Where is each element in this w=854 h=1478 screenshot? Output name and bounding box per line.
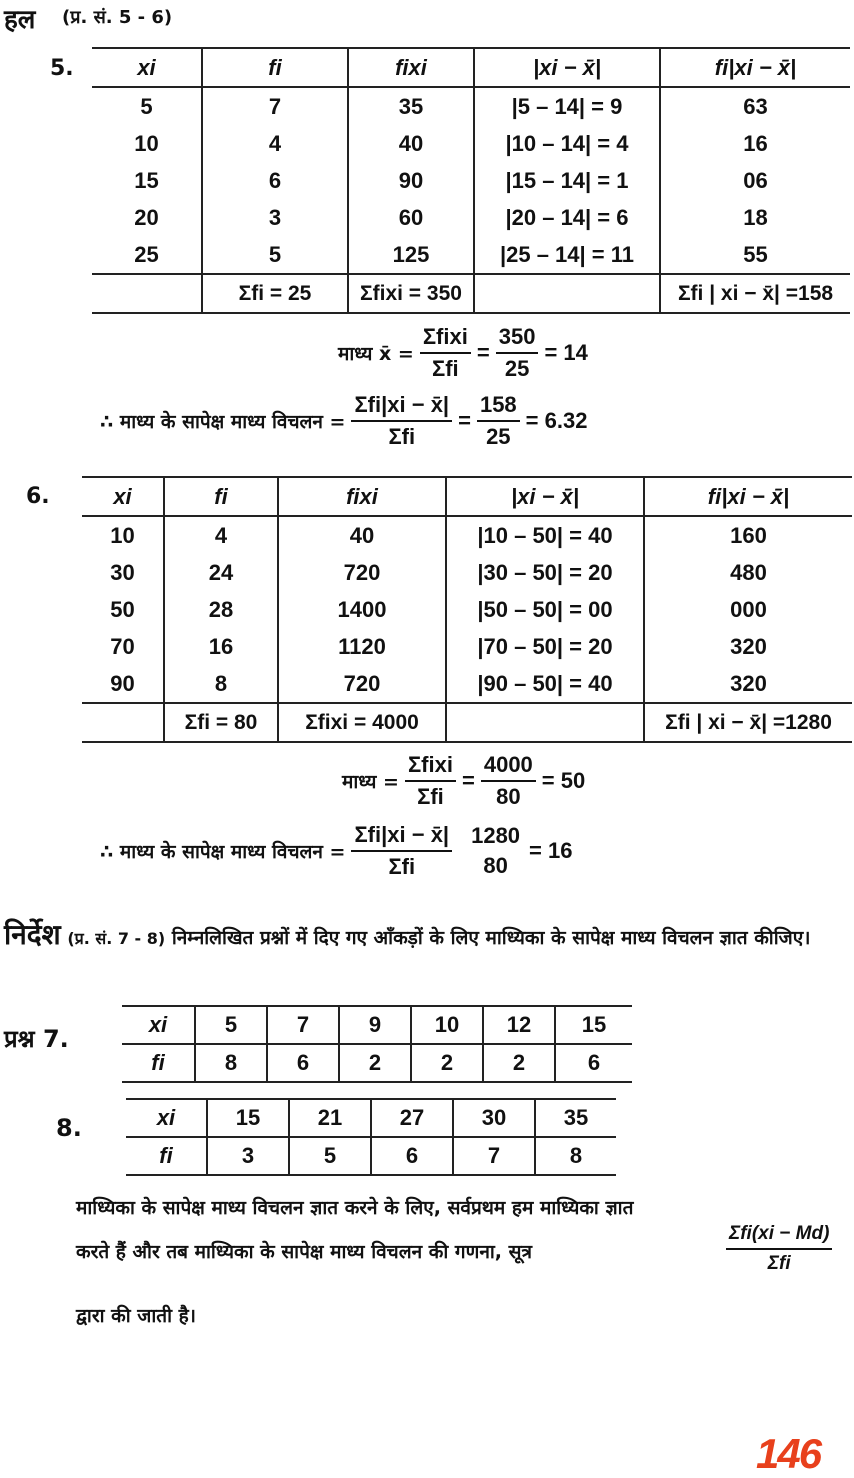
table-cell: 15 (555, 1006, 632, 1044)
table-cell: |15 – 14| = 1 (474, 162, 660, 199)
sum-cell: Σfi | xi − x̄| =1280 (644, 703, 852, 742)
denominator: Σfi (767, 1253, 791, 1274)
question-8-table (126, 1098, 616, 1176)
table-cell: 10 (134, 130, 159, 156)
equals: = (461, 768, 475, 793)
table-cell: 35 (348, 87, 474, 125)
table-cell: 20 (134, 204, 159, 230)
table-cell: 63 (660, 87, 850, 125)
table-cell: |70 – 50| = 20 (446, 628, 644, 665)
table-cell: 15 (207, 1099, 289, 1137)
table-cell: 6 (555, 1044, 632, 1082)
sum-cell: Σfi = 25 (202, 274, 348, 313)
question-6-table (82, 476, 852, 743)
denominator: 80 (483, 853, 508, 878)
table-cell: 5 (202, 236, 348, 274)
table-cell: 000 (644, 591, 852, 628)
col-header: fi|xi − x̄| (644, 477, 852, 516)
table-header-row (92, 48, 850, 87)
table-cell: 720 (278, 665, 446, 703)
table-cell: 320 (644, 628, 852, 665)
table-cell: 40 (278, 516, 446, 554)
numerator: 350 (496, 322, 539, 354)
table-cell: 25 (134, 241, 159, 267)
col-header: fi (164, 477, 278, 516)
table-sum-row (92, 274, 850, 313)
solution-heading: हल (4, 5, 36, 35)
table-cell: 06 (660, 162, 850, 199)
table-cell: 12 (483, 1006, 555, 1044)
table-row (92, 199, 850, 236)
table-cell: 320 (644, 665, 852, 703)
numerator: Σfixi (405, 750, 456, 782)
table-cell: 35 (535, 1099, 616, 1137)
table-cell: 6 (267, 1044, 339, 1082)
table-cell: 40 (348, 125, 474, 162)
table-row (92, 236, 850, 274)
table-cell: 480 (644, 554, 852, 591)
result: = 16 (529, 838, 573, 863)
sum-cell: Σfi | xi − x̄| =158 (660, 274, 850, 313)
col-header: fi (202, 48, 348, 87)
sum-cell: Σfixi = 4000 (278, 703, 446, 742)
paragraph-line-3: द्वारा की जाती है। (76, 1305, 196, 1327)
table-cell: 7 (267, 1006, 339, 1044)
table-cell: |30 – 50| = 20 (446, 554, 644, 591)
question-7-table (122, 1005, 632, 1083)
table-cell: 4 (202, 125, 348, 162)
table-cell: |20 – 14| = 6 (474, 199, 660, 236)
table-cell: 7 (202, 87, 348, 125)
row-header: fi (122, 1044, 195, 1082)
numerator: 4000 (481, 750, 536, 782)
q6-mean-deviation-equation (100, 820, 572, 882)
result: = 50 (541, 768, 586, 793)
sum-cell: Σfi = 80 (164, 703, 278, 742)
table-row (92, 125, 850, 162)
q5-mean-deviation-equation (100, 390, 587, 452)
table-cell: 55 (660, 236, 850, 274)
sum-cell (92, 274, 202, 313)
question-7-label: प्रश्न 7. (4, 1025, 69, 1053)
table-cell: 15 (134, 167, 159, 193)
result: = 14 (544, 340, 588, 365)
col-header: |xi − x̄| (446, 477, 644, 516)
table-cell: |5 – 14| = 9 (474, 87, 660, 125)
row-header: xi (122, 1006, 195, 1044)
table-cell: 7 (453, 1137, 535, 1175)
solution-range: (प्र. सं. 5 - 6) (62, 7, 173, 28)
table-cell: 90 (110, 670, 135, 696)
table-cell: |50 – 50| = 00 (446, 591, 644, 628)
table-row (82, 665, 852, 703)
numerator: Σfixi (420, 322, 471, 354)
denominator: Σfi (388, 854, 416, 879)
table-cell: 50 (110, 596, 135, 622)
fraction (468, 821, 523, 881)
col-header: |xi − x̄| (474, 48, 660, 87)
table-cell: 21 (289, 1099, 371, 1137)
table-cell: 6 (371, 1137, 453, 1175)
col-header: fixi (348, 48, 474, 87)
direction-text: निम्नलिखित प्रश्नों में दिए गए आँकड़ों के लिए माध्यिका के सापेक्ष माध्य विचलन ज्ञात कीजिए। (171, 927, 811, 949)
table-cell: 60 (348, 199, 474, 236)
fraction (481, 750, 536, 812)
formula (726, 1220, 832, 1278)
col-header: xi (92, 48, 202, 87)
fraction (351, 390, 452, 452)
table-cell: 2 (483, 1044, 555, 1082)
table-row (92, 87, 850, 125)
table-cell: 16 (164, 628, 278, 665)
denominator: Σfi (417, 784, 444, 809)
question-8-label: 8. (56, 1114, 82, 1142)
fraction (351, 820, 452, 882)
table-sum-row (82, 703, 852, 742)
table-cell: 30 (453, 1099, 535, 1137)
sum-cell: Σfixi = 350 (348, 274, 474, 313)
table-cell: 18 (660, 199, 850, 236)
fraction (726, 1220, 832, 1278)
sum-cell (446, 703, 644, 742)
sum-cell (82, 703, 164, 742)
table-row (82, 554, 852, 591)
sum-cell (474, 274, 660, 313)
direction-block (4, 915, 854, 959)
numerator: Σfi|xi − x̄| (351, 820, 452, 852)
equals: = (476, 340, 490, 365)
numerator: 1280 (471, 823, 521, 848)
equals: = (458, 408, 471, 433)
table-cell: 16 (660, 125, 850, 162)
table-cell: 3 (202, 199, 348, 236)
table-cell: 90 (348, 162, 474, 199)
q5-mean-equation (338, 322, 588, 384)
table-cell: 70 (110, 633, 135, 659)
table-cell: 8 (164, 665, 278, 703)
table-row (122, 1044, 632, 1082)
denominator: 80 (496, 784, 521, 809)
table-cell: 10 (411, 1006, 483, 1044)
table-cell: 2 (339, 1044, 411, 1082)
table-header-row (82, 477, 852, 516)
page-number: 146 (756, 1430, 821, 1477)
table-cell: 2 (411, 1044, 483, 1082)
table-row (126, 1137, 616, 1175)
fraction (477, 390, 520, 452)
table-cell: |90 – 50| = 40 (446, 665, 644, 703)
mean-label: माध्य x̄ = (338, 343, 414, 365)
row-header: xi (126, 1099, 207, 1137)
table-cell: |25 – 14| = 11 (474, 236, 660, 274)
numerator: 158 (477, 390, 520, 422)
table-cell: 9 (339, 1006, 411, 1044)
table-cell: 10 (110, 522, 135, 548)
denominator: Σfi (432, 356, 459, 381)
paragraph-line-1: माध्यिका के सापेक्ष माध्य विचलन ज्ञात करने के लिए, सर्वप्रथम हम माध्यिका ज्ञात (76, 1197, 634, 1219)
table-cell: 720 (278, 554, 446, 591)
row-header: fi (126, 1137, 207, 1175)
mean-deviation-label: ∴ माध्य के सापेक्ष माध्य विचलन = (100, 841, 346, 863)
table-cell: 125 (348, 236, 474, 274)
table-cell: 6 (202, 162, 348, 199)
fraction (405, 750, 456, 812)
mean-deviation-label: ∴ माध्य के सापेक्ष माध्य विचलन = (100, 411, 346, 433)
mean-label: माध्य = (342, 771, 399, 793)
table-cell: 28 (164, 591, 278, 628)
question-5-number: 5. (50, 56, 74, 81)
table-cell: |10 – 14| = 4 (474, 125, 660, 162)
table-cell: 160 (644, 516, 852, 554)
numerator: Σfi|xi − x̄| (351, 390, 452, 422)
q6-mean-equation (342, 750, 585, 812)
fraction (420, 322, 471, 384)
table-cell: 4 (164, 516, 278, 554)
col-header: fixi (278, 477, 446, 516)
table-row (82, 591, 852, 628)
table-cell: 5 (289, 1137, 371, 1175)
table-row (126, 1099, 616, 1137)
table-cell: 1120 (278, 628, 446, 665)
table-cell: 3 (207, 1137, 289, 1175)
table-row (122, 1006, 632, 1044)
denominator: Σfi (388, 424, 416, 449)
question-6-number: 6. (26, 484, 50, 509)
denominator: 25 (486, 424, 511, 449)
table-cell: 1400 (278, 591, 446, 628)
table-cell: 5 (195, 1006, 267, 1044)
direction-title: निर्देश (4, 918, 61, 951)
table-cell: 8 (535, 1137, 616, 1175)
result: = 6.32 (525, 408, 588, 433)
table-cell: 5 (140, 93, 153, 119)
table-row (82, 516, 852, 554)
col-header: fi|xi − x̄| (660, 48, 850, 87)
numerator: Σfi(xi − Md) (726, 1220, 832, 1250)
table-cell: 8 (195, 1044, 267, 1082)
paragraph-line-2: करते हैं और तब माध्यिका के सापेक्ष माध्य विचलन की गणना, सूत्र (76, 1241, 532, 1263)
fraction (496, 322, 539, 384)
table-cell: 27 (371, 1099, 453, 1137)
table-cell: |10 – 50| = 40 (446, 516, 644, 554)
question-5-table (92, 47, 850, 314)
table-cell: 30 (110, 559, 135, 585)
denominator: 25 (504, 356, 530, 381)
col-header: xi (82, 477, 164, 516)
table-row (82, 628, 852, 665)
table-row (92, 162, 850, 199)
direction-range: (प्र. सं. 7 - 8) (67, 929, 166, 948)
table-cell: 24 (164, 554, 278, 591)
